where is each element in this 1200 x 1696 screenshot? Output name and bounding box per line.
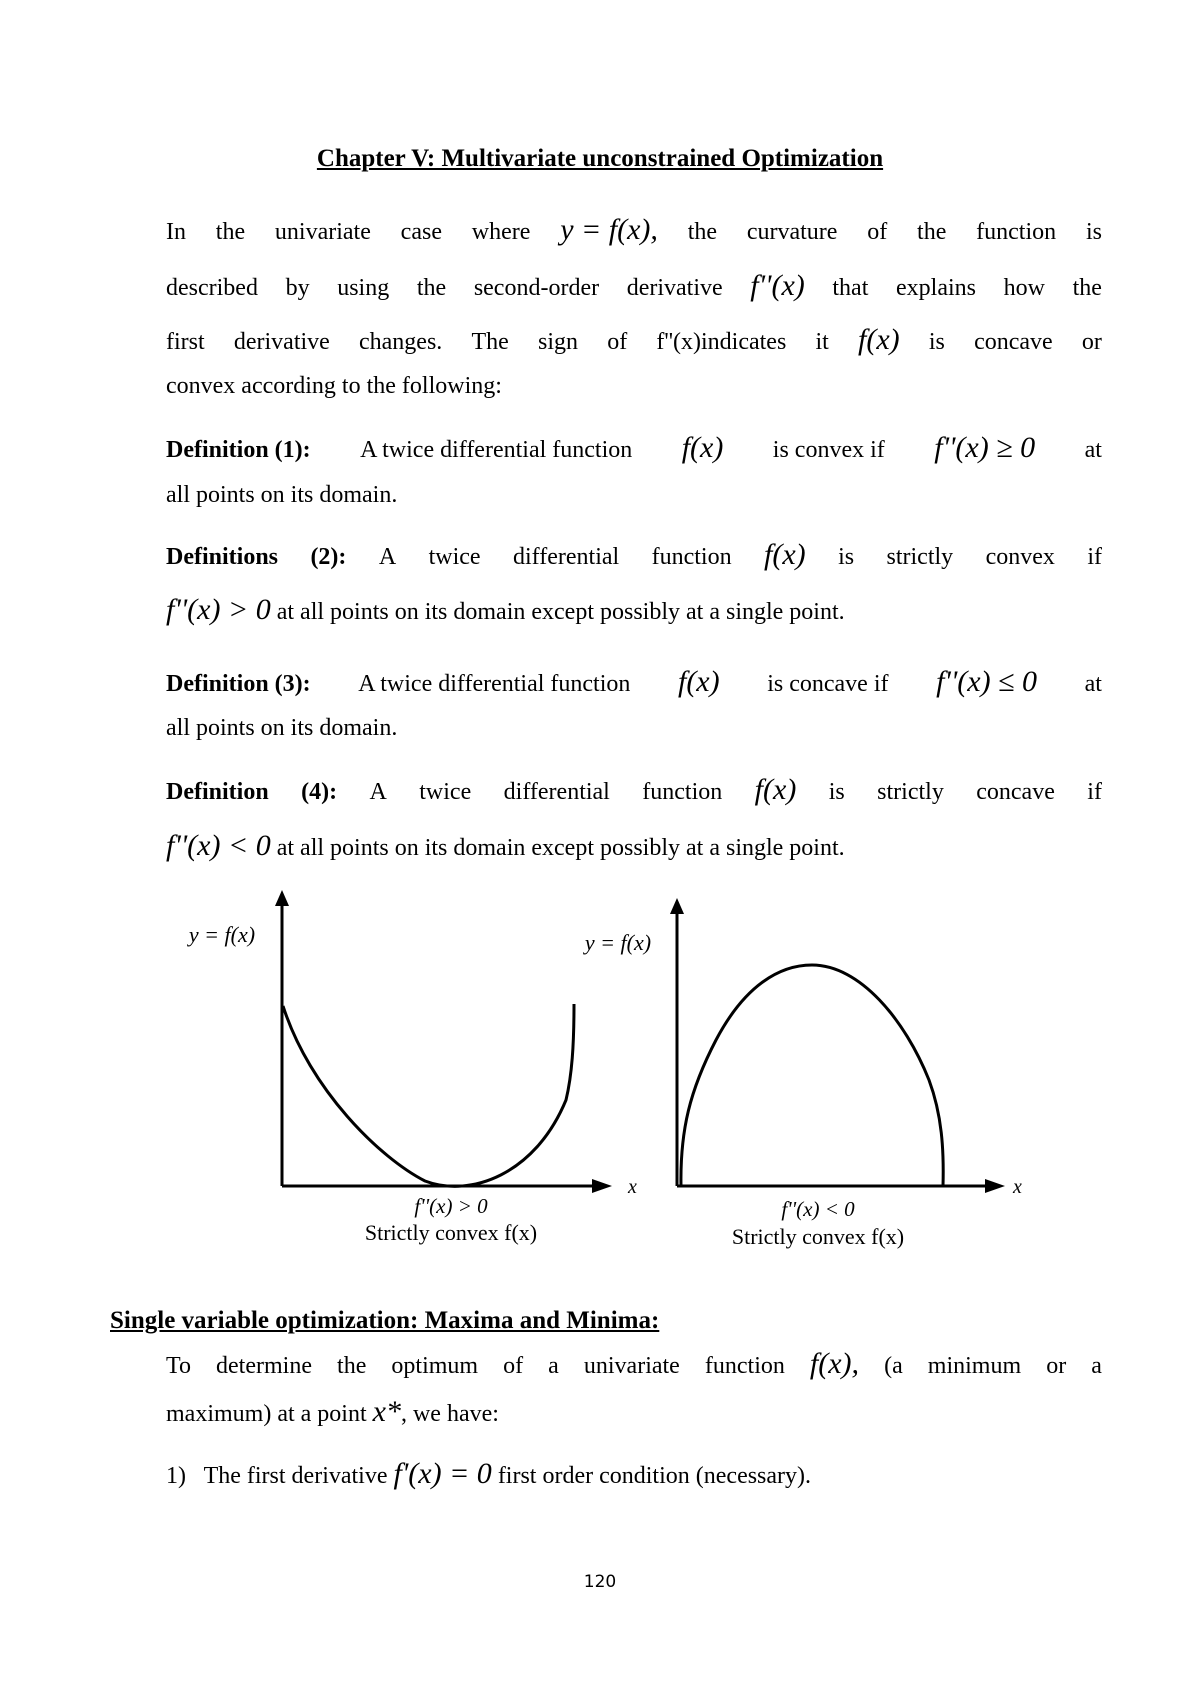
left-x-axis-arrow bbox=[592, 1179, 612, 1193]
section-title-optimization: Single variable optimization: Maxima and Minima: bbox=[110, 1307, 660, 1334]
definition-4-line-2: f''(x) < 0 at all points on its domain except possibly at a single point. bbox=[166, 829, 845, 862]
right-y-axis-arrow bbox=[670, 898, 684, 914]
math-x-star: x* bbox=[372, 1395, 401, 1428]
math-convex-condition: f''(x) ≥ 0 bbox=[934, 431, 1036, 464]
math-concave-condition: f''(x) ≤ 0 bbox=[936, 665, 1038, 698]
definition-2-line-1: Definitions (2): A twice differential function f(x) is strictly convex if bbox=[166, 538, 1102, 571]
definition-1-line-2: all points on its domain. bbox=[166, 482, 398, 508]
optimization-line-1: To determine the optimum of a univariate function f(x), (a minimum or a bbox=[166, 1347, 1102, 1380]
chapter-title: Chapter V: Multivariate unconstrained Optimization bbox=[316, 145, 884, 172]
concave-curve bbox=[681, 965, 943, 1186]
left-y-label: y = f(x) bbox=[188, 922, 256, 947]
left-caption: Strictly convex f(x) bbox=[364, 1220, 538, 1245]
math-fx: f(x) bbox=[858, 323, 900, 356]
math-first-derivative-zero: f'(x) = 0 bbox=[393, 1457, 492, 1490]
definition-3-line-1: Definition (3): A twice differential function f(x) is concave if f''(x) ≤ 0 at bbox=[166, 665, 1102, 698]
left-condition-label: f''(x) > 0 bbox=[414, 1194, 488, 1218]
definition-2-line-2: f''(x) > 0 at all points on its domain except possibly at a single point. bbox=[166, 593, 845, 626]
math-strictly-concave-condition: f''(x) < 0 bbox=[166, 829, 271, 862]
definition-3-line-2: all points on its domain. bbox=[166, 715, 398, 741]
math-second-derivative: f''(x) bbox=[750, 269, 805, 302]
convex-curve bbox=[283, 1004, 574, 1186]
optimization-line-2: maximum) at a point x*, we have: bbox=[166, 1395, 499, 1428]
math-second-derivative-indicates: f''(x)indicates bbox=[656, 329, 787, 355]
page-number: 120 bbox=[583, 1572, 617, 1592]
condition-list-item-1: 1) The first derivative f'(x) = 0 first order condition (necessary). bbox=[166, 1457, 812, 1490]
right-condition-label: f''(x) < 0 bbox=[781, 1197, 855, 1221]
math-y-equals-fx: y = f(x), bbox=[560, 213, 658, 246]
left-y-axis-arrow bbox=[275, 890, 289, 906]
intro-line-2: described by using the second-order derivative f''(x) that explains how the bbox=[166, 269, 1102, 302]
math-strictly-convex-condition: f''(x) > 0 bbox=[166, 593, 271, 626]
intro-line-4: convex according to the following: bbox=[166, 373, 502, 399]
intro-line-1: In the univariate case where y = f(x), the curvature of the function is bbox=[166, 213, 1102, 246]
right-caption: Strictly convex f(x) bbox=[731, 1224, 905, 1249]
intro-line-3: first derivative changes. The sign of f''(x)indicates it f(x) is concave or bbox=[166, 323, 1102, 356]
right-y-label: y = f(x) bbox=[584, 930, 652, 955]
definition-4-line-1: Definition (4): A twice differential function f(x) is strictly concave if bbox=[166, 773, 1102, 806]
right-x-axis-arrow bbox=[985, 1179, 1005, 1193]
left-x-label: x bbox=[628, 1176, 637, 1198]
definition-1-line-1: Definition (1): A twice differential function f(x) is convex if f''(x) ≥ 0 at bbox=[166, 431, 1102, 464]
right-x-label: x bbox=[1013, 1176, 1022, 1198]
